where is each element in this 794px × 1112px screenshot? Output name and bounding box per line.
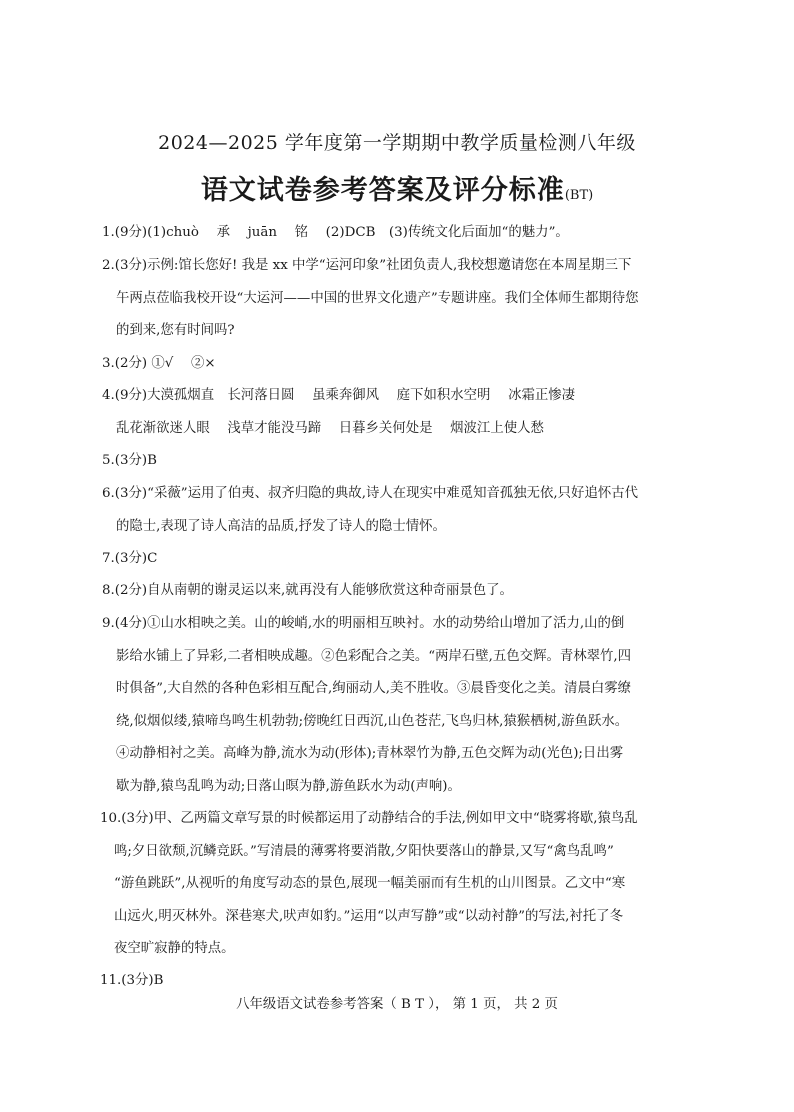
answer-text-line: ④动静相衬之美。高峰为静,流水为动(形体);青林翠竹为静,五色交辉为动(光色);日出雾	[116, 746, 624, 761]
document-title	[0, 168, 794, 207]
exam-title: 2024—2025 学年度第一学期期中教学质量检测八年级	[158, 132, 636, 154]
answer-text: (3分)C	[114, 551, 158, 566]
answer-number: 5.	[102, 453, 115, 468]
answer-text-line: 绕,似烟似缕,猿啼鸟鸣生机勃勃;傍晚红日西沉,山色苍茫,飞鸟归林,猿猴栖树,游鱼跃水。	[116, 713, 629, 729]
answer-text-line: 午两点莅临我校开设“大运河——中国的世界文化遗产”专题讲座。我们全体师生都期待您	[116, 290, 639, 306]
answer-number: 11.	[100, 973, 122, 988]
answer-item-8	[102, 575, 702, 608]
answer-text-line: 夜空旷寂静的特点。	[114, 941, 235, 956]
document-title-main: 语文试卷参考答案及评分标准	[200, 175, 565, 206]
answer-number: 3.	[102, 356, 115, 371]
answer-number: 9.	[102, 616, 115, 631]
answer-item-6	[102, 478, 702, 543]
answer-text-line: 时俱备”,大自然的各种色彩相互配合,绚丽动人,美不胜收。③晨昏变化之美。清晨白雾缭	[116, 681, 632, 696]
answer-text-line: 山远火,明灭林外。深巷寒犬,吠声如豹。”运用“以声写静”或“以动衬静”的写法,衬托了冬	[114, 908, 623, 924]
answer-number: 6.	[102, 486, 115, 501]
answer-text-line: 的到来,您有时间吗?	[116, 323, 235, 338]
answer-number: 10.	[100, 811, 122, 826]
answer-item-4	[102, 380, 702, 445]
answer-text-line: (3分)示例:馆长您好! 我是 xx 中学“运河印象”社团负责人,我校想邀请您在本周星期三下	[114, 258, 632, 273]
answer-item-7	[102, 543, 702, 576]
answer-number: 1.	[102, 225, 115, 240]
answer-number: 7.	[102, 551, 115, 566]
answer-text: (2分) ①√ ②×	[114, 356, 216, 371]
answer-text: (3分)B	[121, 973, 164, 988]
answer-text-line: 歇为静,猿鸟乱鸣为动;日落山暝为静,游鱼跃水为动(声响)。	[116, 778, 461, 794]
answer-text: (3分)B	[114, 453, 157, 468]
document-title-suffix: (BT)	[564, 188, 594, 203]
answer-number: 4.	[102, 388, 115, 403]
answer-item-10	[100, 803, 700, 966]
answer-text: (9分)(1)chuò 承 juān 铭 (2)DCB (3)传统文化后面加“的魅力”。	[114, 225, 569, 240]
answer-item-9	[102, 608, 702, 803]
answer-item-2	[102, 250, 702, 348]
answer-text-line: “游鱼跳跃”,从视听的角度写动态的景色,展现一幅美丽而有生机的山川图景。乙文中“寒	[114, 876, 626, 891]
answer-text: (2分)自从南朝的谢灵运以来,就再没有人能够欣赏这种奇丽景色了。	[114, 583, 513, 598]
answer-text-line: 乱花渐欲迷人眼 浅草才能没马蹄 日暮乡关何处是 烟波江上使人愁	[116, 420, 544, 436]
answer-item-1	[102, 217, 702, 250]
answer-text-line: (3分)甲、乙两篇文章写景的时候都运用了动静结合的手法,例如甲文中“晓雾将歇,猿鸟乱	[121, 811, 638, 826]
answer-text-line: 的隐士,表现了诗人高洁的品质,抒发了诗人的隐士情怀。	[116, 518, 446, 534]
answer-text-line: 影给水铺上了异彩,二者相映成趣。②色彩配合之美。“两岸石壁,五色交辉。青林翠竹,四	[116, 648, 632, 664]
page-footer: 八年级语文试卷参考答案（ B T ）， 第 1 页， 共 2 页	[236, 997, 558, 1012]
answer-item-5	[102, 445, 702, 478]
answer-text-line: (3分)“采薇”运用了伯夷、叔齐归隐的典故,诗人在现实中难觅知音孤独无依,只好追怀古代	[114, 486, 639, 501]
answer-number: 8.	[102, 583, 115, 598]
answer-text-line: 鸣;夕日欲颓,沉鳞竞跃。”写清晨的薄雾将要消散,夕阳快要落山的静景,又写“禽鸟乱鸣”	[114, 843, 614, 859]
answer-item-3	[102, 348, 702, 381]
answer-text-line: (9分)大漠孤烟直 长河落日圆 虽乘奔御风 庭下如积水空明 冰霜正惨凄	[114, 388, 576, 403]
answer-text-line: (4分)①山水相映之美。山的峻峭,水的明丽相互映衬。水的动势给山增加了活力,山的倒	[114, 616, 625, 631]
answer-number: 2.	[102, 258, 115, 273]
